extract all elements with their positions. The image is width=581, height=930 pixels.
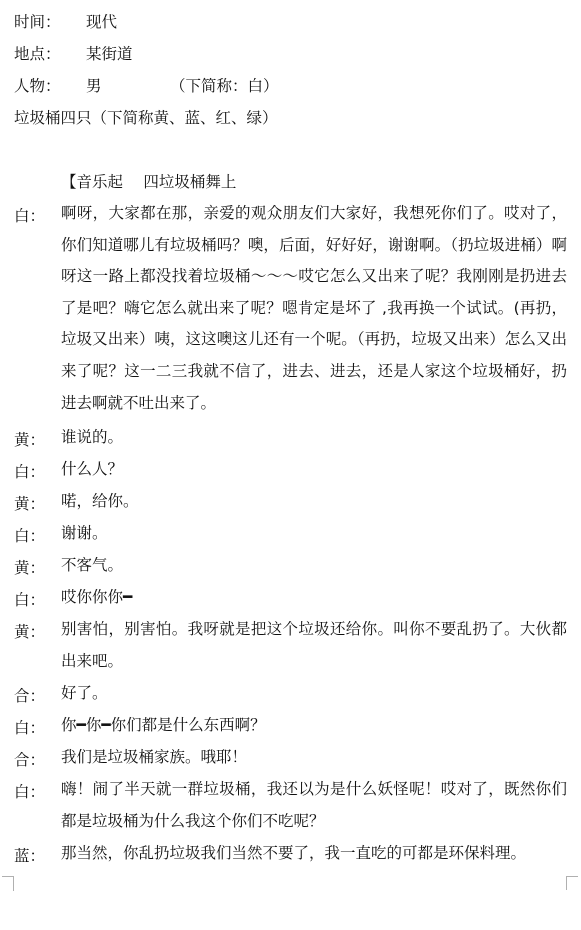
page-corner-mark-right — [566, 876, 567, 890]
dialogue-speaker: 白： — [14, 719, 46, 737]
dialogue-text: 哎你你你━ — [61, 588, 133, 606]
dialogue-text: 什么人？ — [61, 460, 124, 478]
dialogue-speaker: 黄： — [14, 559, 46, 577]
dialogue-text: 谢谢。 — [61, 524, 108, 542]
stage-direction: 【音乐起 四垃圾桶舞上 — [61, 173, 237, 191]
people-value: 男 — [86, 77, 102, 95]
dialogue-speaker: 黄： — [14, 495, 46, 513]
dialogue-text: 我们是垃圾桶家族。哦耶！ — [61, 748, 248, 766]
time-label: 时间： — [14, 13, 61, 31]
dialogue-speaker: 黄： — [14, 623, 46, 641]
page-corner-mark-right — [566, 876, 578, 877]
people-label: 人物： — [14, 77, 61, 95]
dialogue-text: 谁说的。 — [61, 428, 124, 446]
dialogue-speaker: 合： — [14, 751, 46, 769]
dialogue-text: 别害怕，别害怕。我呀就是把这个垃圾还给你。叫你不要乱扔了。大伙都出来吧。 — [61, 620, 567, 670]
dialogue-speaker: 白： — [14, 207, 46, 225]
dialogue-speaker: 白： — [14, 527, 46, 545]
page-corner-mark-left — [13, 876, 14, 891]
dialogue-text: 啊呀，大家都在那，亲爱的观众朋友们大家好，我想死你们了。哎对了，你们知道哪儿有垃圾桶吗？噢，后面，好好好，谢谢啊。（扔垃圾进桶）啊呀这一路上都没找着垃圾桶～～～哎它怎么又出来了呢？我刚刚是扔进去了是吧？嗨它怎么就出来了呢？嗯肯定是坏了 ,我再换一个试试。(再扔，垃圾又出来）咦，这这噢这儿还有一个呢。（再扔，垃圾又出来）怎么又出来了呢？这一二三我就不信了，进去、进去，还是人家这个垃圾桶好，扔进去啊就不吐出来了。 — [61, 204, 567, 412]
dialogue-text: 那当然，你乱扔垃圾我们当然不要了，我一直吃的可都是环保料理。 — [61, 844, 527, 862]
dialogue-text: 好了。 — [61, 684, 108, 702]
dialogue-speaker: 蓝： — [14, 847, 46, 865]
dialogue-speaker: 黄： — [14, 431, 46, 449]
time-value: 现代 — [86, 13, 118, 31]
dialogue-speaker: 白： — [14, 783, 46, 801]
place-label: 地点： — [14, 45, 61, 63]
dialogue-text: 嗨！闹了半天就一群垃圾桶，我还以为是什么妖怪呢！哎对了，既然你们都是垃圾桶为什么我这个你们不吃呢？ — [61, 780, 567, 830]
page-corner-mark-left — [2, 876, 13, 877]
dialogue-speaker: 合： — [14, 687, 46, 705]
dialogue-text: 你━你━你们都是什么东西啊？ — [61, 716, 266, 734]
place-value: 某街道 — [86, 45, 133, 63]
dialogue-text: 不客气。 — [61, 556, 124, 574]
bins-line: 垃圾桶四只（下简称黄、蓝、红、绿） — [14, 109, 278, 127]
people-note: （下简称：白） — [170, 77, 279, 95]
dialogue-speaker: 白： — [14, 591, 46, 609]
dialogue-speaker: 白： — [14, 463, 46, 481]
dialogue-text: 喏，给你。 — [61, 492, 139, 510]
